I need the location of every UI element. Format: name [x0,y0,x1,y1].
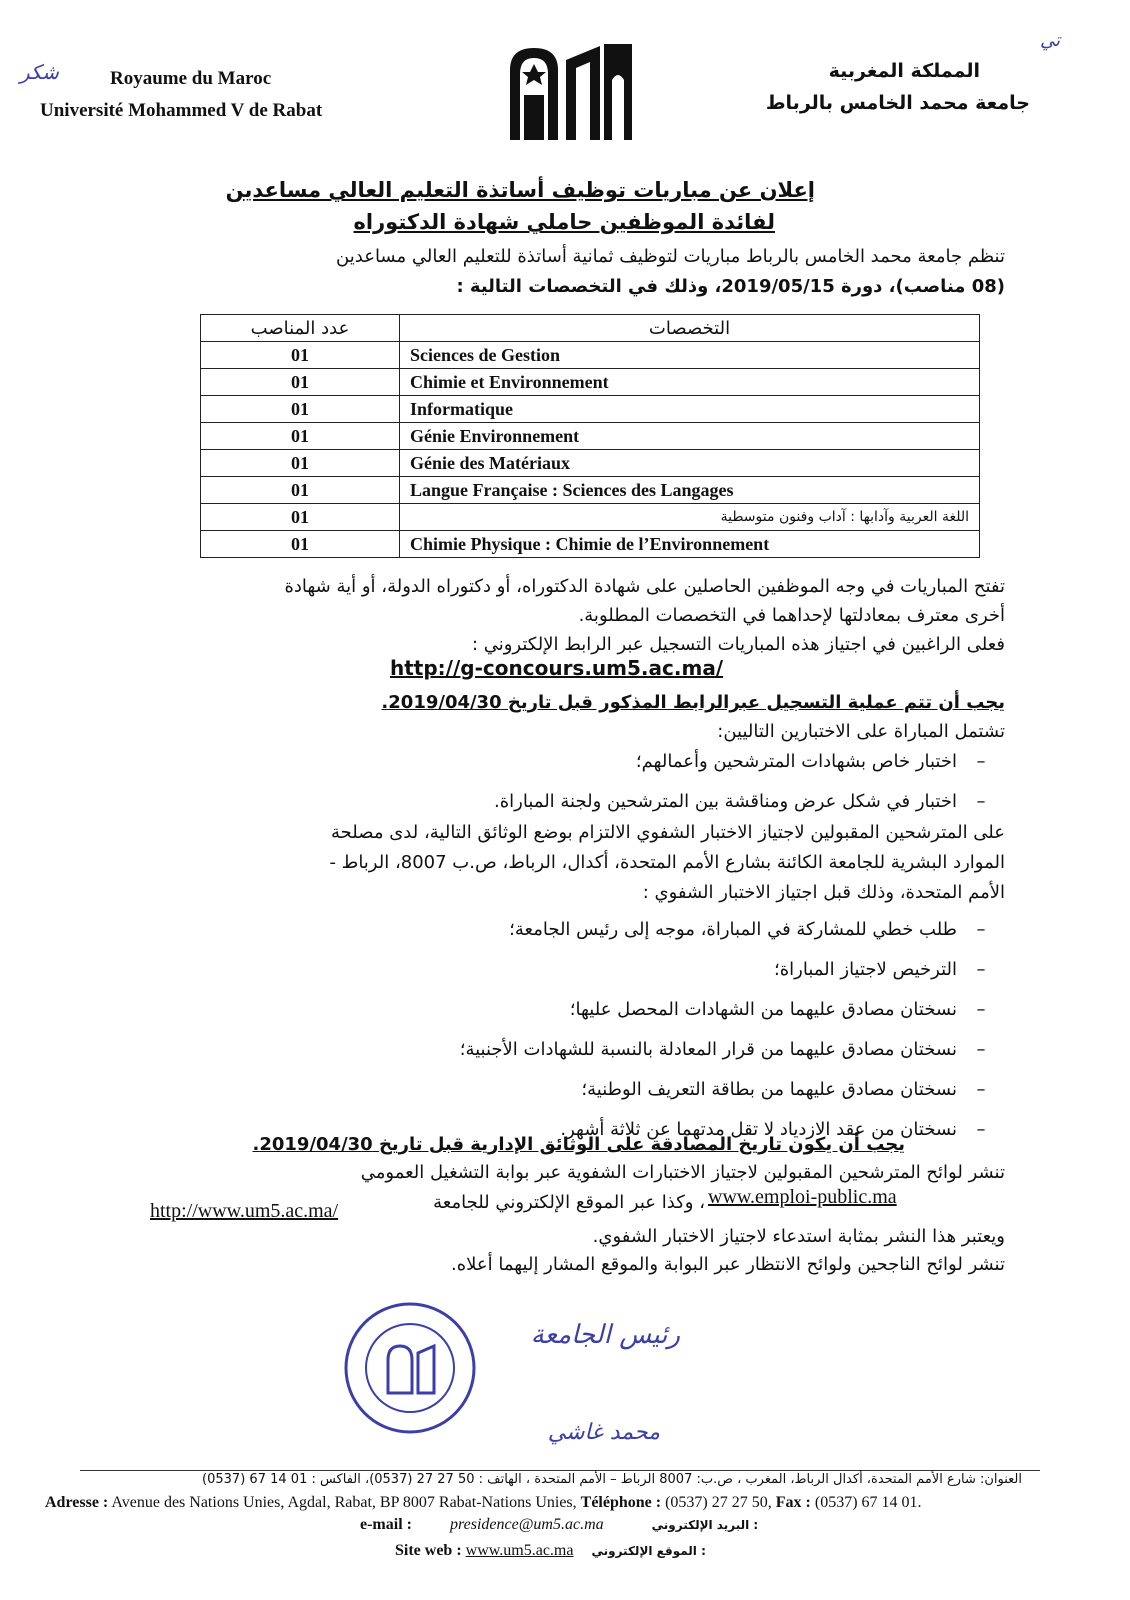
table-row [201,450,980,477]
announcement-title-line2: لفائدة الموظفين حاملي شهادة الدكتوراه [353,210,775,234]
table-row [201,504,980,531]
list-item: – اختبار في شكل عرض ومناقشة بين المترشحين ولجنة المباراة. [205,782,1005,822]
eligibility-line2: أخرى معترف بمعادلتها لإحداهما في التخصصات المطلوبة. [578,605,1005,626]
margin-note-top-right: ﺗﻲ [1040,30,1061,51]
footer-tel-label: Téléphone : [580,1494,662,1511]
university-stamp-icon [340,1298,480,1438]
certification-deadline: يجب أن يكون تاريخ المصادقة على الوثائق الإدارية قبل تاريخ 2019/04/30. [252,1134,905,1155]
um5-site-link[interactable]: http://www.um5.ac.ma/ [150,1200,339,1222]
footer-site-link[interactable]: www.um5.ac.ma [465,1542,574,1559]
university-emblem-icon [500,40,640,145]
signature-name: محمد غاشي [547,1420,660,1445]
footer-site-label-ar: الموقع الإلكتروني : [591,1544,706,1558]
table-header-row [201,315,980,342]
row-count: 01 [201,396,400,423]
footer-email[interactable]: presidence@um5.ac.ma [449,1516,604,1533]
documents-intro-line1: على المترشحين المقبولين لاجتياز الاختبار الشفوي الالتزام بوضع الوثائق التالية، لدى مصلحة [331,822,1005,843]
documents-intro-line2: الموارد البشرية للجامعة الكائنة بشارع الأمم المتحدة، أكدال، الرباط، ص.ب 8007، الرباط - [329,852,1005,873]
intro-line1: تنظم جامعة محمد الخامس بالرباط مباريات لتوظيف ثمانية أساتذة للتعليم العالي مساعدين [336,246,1005,267]
footer-fr-address [45,1494,922,1512]
footer-email-row [360,1516,758,1534]
eligibility-line3: فعلى الراغبين في اجتياز هذه المباريات التسجيل عبر الرابط الإلكتروني : [471,634,1005,655]
publication-line1: تنشر لوائح المترشحين المقبولين لاجتياز الاختبارات الشفوية عبر بوابة التشغيل العمومي [360,1162,1005,1183]
eligibility-line1: تفتح المباريات في وجه الموظفين الحاصلين على شهادة الدكتوراه، أو دكتوراه الدولة، أو أية شهادة [284,576,1005,597]
row-count: 01 [201,342,400,369]
footer-site-label: Site web : [395,1542,462,1559]
table-row [201,342,980,369]
table-row [201,369,980,396]
publication-line2: ، وكذا عبر الموقع الإلكتروني للجامعة [433,1192,705,1213]
margin-note-top-left: ﺷﻜﺮ [20,60,59,84]
row-count: 01 [201,423,400,450]
footer-tel: (0537) 27 27 50, [665,1494,772,1511]
header-ar-line1: المملكة المغربية [828,60,980,82]
list-item: – الترخيص لاجتياز المباراة؛ [205,950,1005,990]
footer-address-label: Adresse : [45,1494,109,1511]
row-specialty: Génie des Matériaux [400,450,980,477]
table-row [201,477,980,504]
header-count: عدد المناصب [201,315,400,342]
row-specialty: Chimie Physique : Chimie de l’Environnement [400,531,980,558]
list-item: – نسختان مصادق عليهما من بطاقة التعريف الوطنية؛ [205,1070,1005,1110]
row-specialty: Sciences de Gestion [400,342,980,369]
signature-title: رئيس الجامعة [530,1320,680,1350]
list-item: – نسختان مصادق عليهما من قرار المعادلة بالنسبة للشهادات الأجنبية؛ [205,1030,1005,1070]
list-item: – اختبار خاص بشهادات المترشحين وأعمالهم؛ [205,742,1005,782]
header-specialty: التخصصات [400,315,980,342]
footer-site-row [395,1542,706,1560]
table-row [201,396,980,423]
documents-list [205,910,1005,1150]
row-count: 01 [201,450,400,477]
header-fr-line2: Université Mohammed V de Rabat [40,100,323,121]
footer-address: Avenue des Nations Unies, Agdal, Rabat, BP 8007 Rabat-Nations Unies, [111,1494,577,1511]
emploi-public-link[interactable]: www.emploi-public.ma [708,1186,897,1208]
row-specialty: Informatique [400,396,980,423]
footer-fax: (0537) 67 14 01. [814,1494,922,1511]
table-row [201,531,980,558]
intro-line2: (08 مناصب)، دورة 2019/05/15، وذلك في التخصصات التالية : [456,276,1005,297]
list-item: – نسختان مصادق عليهما من الشهادات المحصل عليها؛ [205,990,1005,1030]
list-item: – طلب خطي للمشاركة في المباراة، موجه إلى رئيس الجامعة؛ [205,910,1005,950]
footer-fax-label: Fax : [775,1494,811,1511]
row-specialty: Génie Environnement [400,423,980,450]
footer-email-label: e-mail : [360,1516,412,1533]
footer-email-label-ar: البريد الإلكتروني : [651,1518,759,1532]
publication-line4: تنشر لوائح الناجحين ولوائح الانتظار عبر البوابة والموقع المشار إليهما أعلاه. [450,1254,1005,1275]
row-count: 01 [201,369,400,396]
row-count: 01 [201,504,400,531]
row-specialty: اللغة العربية وآدابها : آداب وفنون متوسطية [400,504,980,531]
row-specialty: Langue Française : Sciences des Langages [400,477,980,504]
publication-line3: ويعتبر هذا النشر بمثابة استدعاء لاجتياز الاختبار الشفوي. [592,1226,1005,1247]
registration-link[interactable]: http://g-concours.um5.ac.ma/ [390,656,724,680]
row-count: 01 [201,477,400,504]
specialties-table [200,314,980,558]
footer-ar-address: العنوان: شارع الأمم المتحدة، أكدال الرباط، المغرب ، ص.ب: 8007 الرباط – الأمم المتحدة ، الهاتف : 50 27 27 (0537)، الفاكس : 01 14 67 (0537) [202,1472,1022,1487]
header-ar-line2: جامعة محمد الخامس بالرباط [765,92,1030,114]
exams-list [205,742,1005,822]
row-specialty: Chimie et Environnement [400,369,980,396]
footer-rule [80,1470,1040,1471]
registration-deadline: يجب أن تتم عملية التسجيل عبرالرابط المذكور قبل تاريخ 2019/04/30. [381,692,1005,713]
header-fr-line1: Royaume du Maroc [110,68,272,89]
announcement-title-line1: إعلان عن مباريات توظيف أساتذة التعليم العالي مساعدين [225,178,815,202]
table-row [201,423,980,450]
list-item: – نسختان من عقد الازدياد لا تقل مدتهما عن ثلاثة أشهر. [205,1110,1005,1150]
documents-intro-line3: الأمم المتحدة، وذلك قبل اجتياز الاختبار الشفوي : [642,882,1005,903]
exams-intro: تشتمل المباراة على الاختبارين التاليين: [717,721,1005,742]
row-count: 01 [201,531,400,558]
